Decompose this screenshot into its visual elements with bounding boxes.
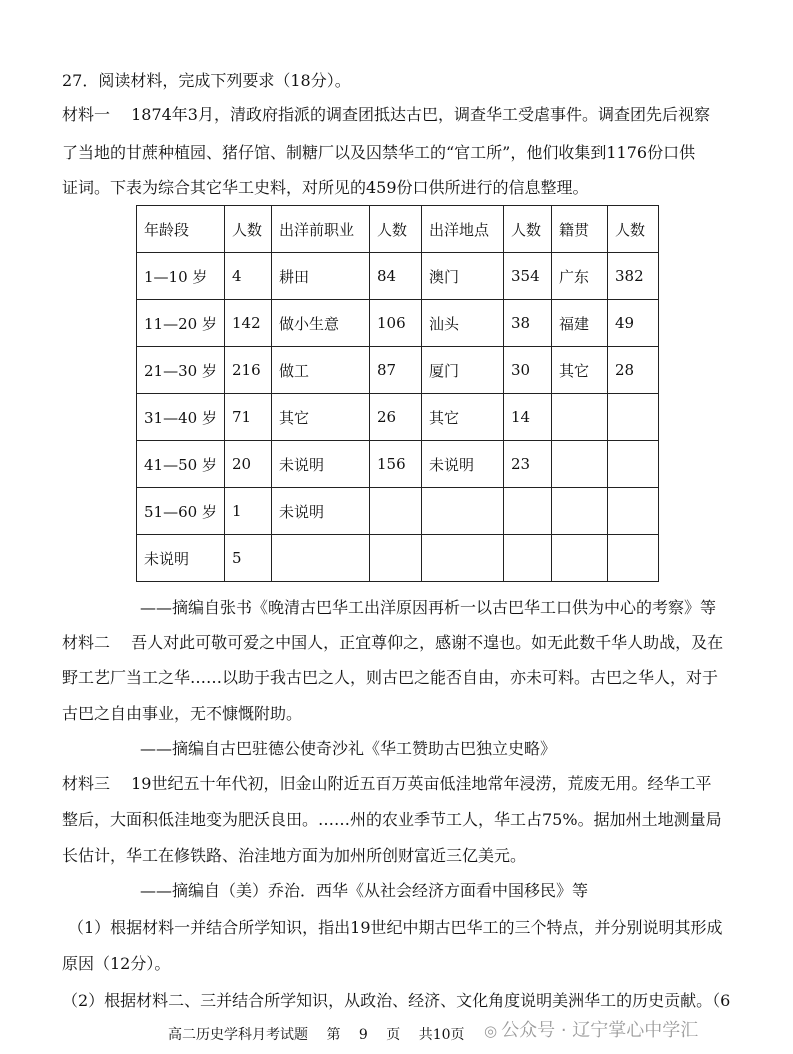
- header-cell: 籍贯: [552, 206, 608, 253]
- material1-line: 了当地的甘蔗种植园、猪仔馆、制糖厂以及囚禁华工的“官工所”，他们收集到1176份口供: [62, 143, 696, 162]
- material2-source: ——摘编自古巴驻德公使奇沙礼《华工赞助古巴独立史略》: [140, 739, 557, 758]
- table-cell: 26: [370, 394, 422, 441]
- table-cell: 未说明: [422, 441, 504, 488]
- material1-line: 证词。下表为综合其它华工史料，对所见的459份口供所进行的信息整理。: [62, 178, 589, 197]
- footer-page-suffix: 页: [386, 1027, 401, 1043]
- watermark: [484, 1016, 698, 1042]
- table-row: [137, 300, 659, 347]
- table-cell: 71: [225, 394, 272, 441]
- material3-line: 材料三 19世纪五十年代初，旧金山附近五百万英亩低洼地常年浸涝，荒废无用。经华工平: [62, 774, 712, 793]
- header-cell: 人数: [370, 206, 422, 253]
- material3-line: 长估计，华工在修铁路、治洼地方面为加州所创财富近三亿美元。: [62, 846, 527, 865]
- table-cell: 41—50 岁: [137, 441, 225, 488]
- table-cell: 澳门: [422, 253, 504, 300]
- table-cell: [552, 488, 608, 535]
- table-cell: [608, 394, 659, 441]
- task-2-line: （2）根据材料二、三并结合所学知识，从政治、经济、文化角度说明美洲华工的历史贡献。（6: [62, 991, 731, 1010]
- table-cell: [272, 535, 370, 582]
- watermark-text: 公众号 · 辽宁掌心中学汇: [501, 1020, 699, 1041]
- table-cell: [370, 488, 422, 535]
- material3-source: ——摘编自（美）乔治．西华《从社会经济方面看中国移民》等: [140, 881, 589, 900]
- table-cell: 31—40 岁: [137, 394, 225, 441]
- material2-line: 古巴之自由事业，无不慷慨附助。: [62, 704, 303, 723]
- table-cell: [422, 488, 504, 535]
- table-cell: 38: [504, 300, 552, 347]
- table-cell: [552, 535, 608, 582]
- table-cell: [552, 394, 608, 441]
- table-cell: [504, 488, 552, 535]
- header-cell: 人数: [504, 206, 552, 253]
- table-cell: 30: [504, 347, 552, 394]
- material3-line: 整后，大面积低洼地变为肥沃良田。……州的农业季节工人，华工占75%。据加州土地测量局: [62, 810, 722, 829]
- material2-line: 野工艺厂当工之华……以助于我古巴之人，则古巴之能否自由，亦未可料。古巴之华人，对于: [62, 668, 719, 687]
- table-cell: [608, 535, 659, 582]
- material1-line: 材料一 1874年3月，清政府指派的调查团抵达古巴，调查华工受虐事件。调查团先后视察: [62, 105, 710, 124]
- table-cell: 156: [370, 441, 422, 488]
- table-row: [137, 535, 659, 582]
- table-cell: 未说明: [272, 488, 370, 535]
- table-cell: 5: [225, 535, 272, 582]
- table-cell: 11—20 岁: [137, 300, 225, 347]
- table-cell: 汕头: [422, 300, 504, 347]
- table-cell: 未说明: [272, 441, 370, 488]
- table-cell: 84: [370, 253, 422, 300]
- table-row: [137, 441, 659, 488]
- footer-page-prefix: 第: [326, 1027, 341, 1043]
- header-cell: 出洋前职业: [272, 206, 370, 253]
- table-cell: 其它: [272, 394, 370, 441]
- table-cell: 4: [225, 253, 272, 300]
- wechat-icon: ◎: [484, 1022, 498, 1040]
- table-cell: 厦门: [422, 347, 504, 394]
- table-row: [137, 253, 659, 300]
- table-cell: 1: [225, 488, 272, 535]
- table-cell: 51—60 岁: [137, 488, 225, 535]
- table-cell: 其它: [422, 394, 504, 441]
- table-cell: 382: [608, 253, 659, 300]
- table-row: [137, 347, 659, 394]
- table-cell: 49: [608, 300, 659, 347]
- table-cell: 福建: [552, 300, 608, 347]
- table-cell: 87: [370, 347, 422, 394]
- table-cell: 142: [225, 300, 272, 347]
- testimony-table: [136, 205, 659, 582]
- header-cell: 出洋地点: [422, 206, 504, 253]
- table-cell: 28: [608, 347, 659, 394]
- table-cell: 354: [504, 253, 552, 300]
- table-cell: [608, 488, 659, 535]
- task-1-line: （1）根据材料一并结合所学知识，指出19世纪中期古巴华工的三个特点，并分别说明其形成: [68, 918, 723, 937]
- table-cell: 21—30 岁: [137, 347, 225, 394]
- table-cell: 14: [504, 394, 552, 441]
- table-cell: 耕田: [272, 253, 370, 300]
- table-cell: 1—10 岁: [137, 253, 225, 300]
- table-cell: 216: [225, 347, 272, 394]
- table-cell: 广东: [552, 253, 608, 300]
- table-cell: 20: [225, 441, 272, 488]
- material2-line: 材料二 吾人对此可敬可爱之中国人，正宜尊仰之，感谢不遑也。如无此数千华人助战，及在: [62, 633, 724, 652]
- footer-subject: 高二历史学科月考试题: [168, 1027, 308, 1043]
- table-cell: [370, 535, 422, 582]
- header-cell: 人数: [608, 206, 659, 253]
- footer-page-number: 9: [358, 1027, 368, 1043]
- header-cell: 人数: [225, 206, 272, 253]
- table-cell: 其它: [552, 347, 608, 394]
- table-cell: 106: [370, 300, 422, 347]
- table-cell: [422, 535, 504, 582]
- task-1-line: 原因（12分）。: [62, 954, 171, 973]
- table-row: [137, 488, 659, 535]
- table-cell: [552, 441, 608, 488]
- material1-source: ——摘编自张书《晚清古巴华工出洋原因再析一以古巴华工口供为中心的考察》等: [140, 598, 717, 617]
- table-cell: [608, 441, 659, 488]
- footer-total: 共10页: [418, 1027, 465, 1043]
- table-cell: [504, 535, 552, 582]
- table-cell: 23: [504, 441, 552, 488]
- table-cell: 做工: [272, 347, 370, 394]
- header-cell: 年龄段: [137, 206, 225, 253]
- table-cell: 未说明: [137, 535, 225, 582]
- table-row: [137, 394, 659, 441]
- page-footer: [168, 1024, 465, 1046]
- table-cell: 做小生意: [272, 300, 370, 347]
- table-header-row: [137, 206, 659, 253]
- question-title: 27．阅读材料，完成下列要求（18分）。: [62, 71, 351, 90]
